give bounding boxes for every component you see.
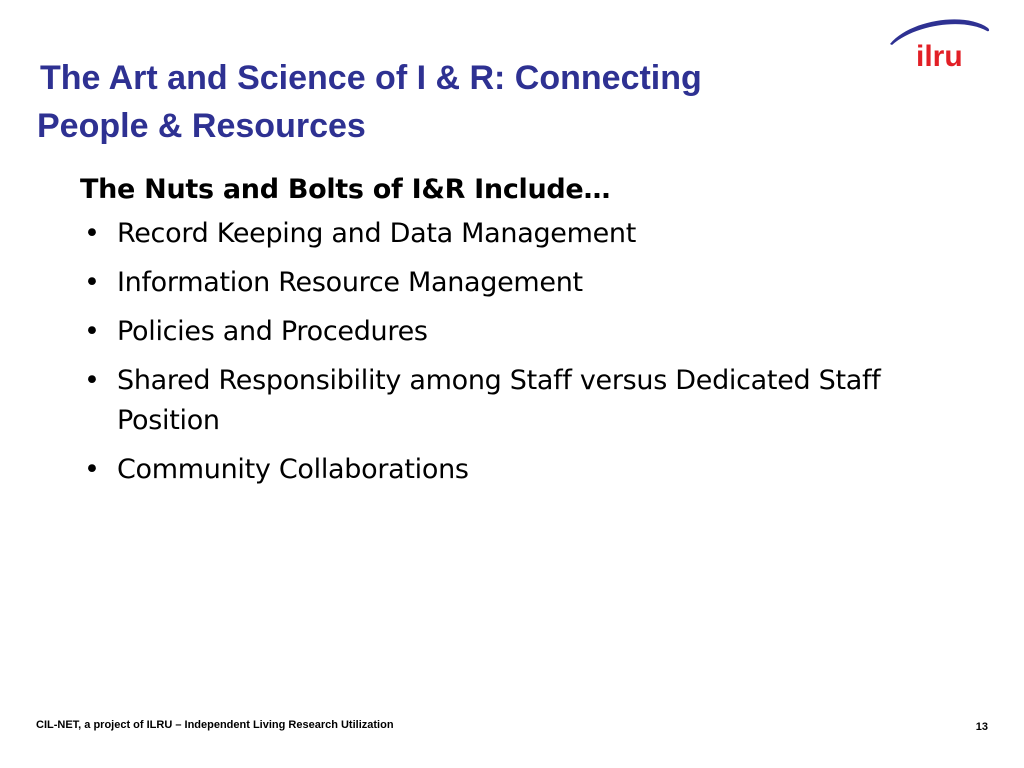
bullet-text: Information Resource Management <box>117 267 583 298</box>
bullet-item <box>80 361 940 441</box>
bullet-item <box>80 263 940 303</box>
bullet-text: Shared Responsibility among Staff versus Dedicated Staff Position <box>117 365 881 436</box>
ilru-logo <box>886 14 996 74</box>
slide-body <box>80 166 940 499</box>
slide-title-line-1: The Art and Science of I & R: Connecting <box>40 59 702 97</box>
bullet-list <box>80 214 940 490</box>
bullet-text: Community Collaborations <box>117 454 469 485</box>
bullet-text: Record Keeping and Data Management <box>117 218 637 249</box>
bullet-icon: • <box>84 267 100 298</box>
ilru-logo-icon <box>886 14 996 74</box>
svg-text:ilru: ilru <box>916 40 963 73</box>
slide-title-line-2: People & Resources <box>37 107 366 145</box>
bullet-icon: • <box>84 218 100 249</box>
bullet-icon: • <box>84 365 100 396</box>
bullet-text: Policies and Procedures <box>117 316 428 347</box>
slide-title <box>37 54 702 150</box>
section-heading: The Nuts and Bolts of I&R Include… <box>80 174 611 205</box>
bullet-icon: • <box>84 316 100 347</box>
bullet-item <box>80 450 940 490</box>
bullet-item <box>80 214 940 254</box>
footer-credit: CIL-NET, a project of ILRU – Independent Living Research Utilization <box>36 719 394 731</box>
page-number: 13 <box>975 721 988 733</box>
bullet-item <box>80 312 940 352</box>
bullet-icon: • <box>84 454 100 485</box>
